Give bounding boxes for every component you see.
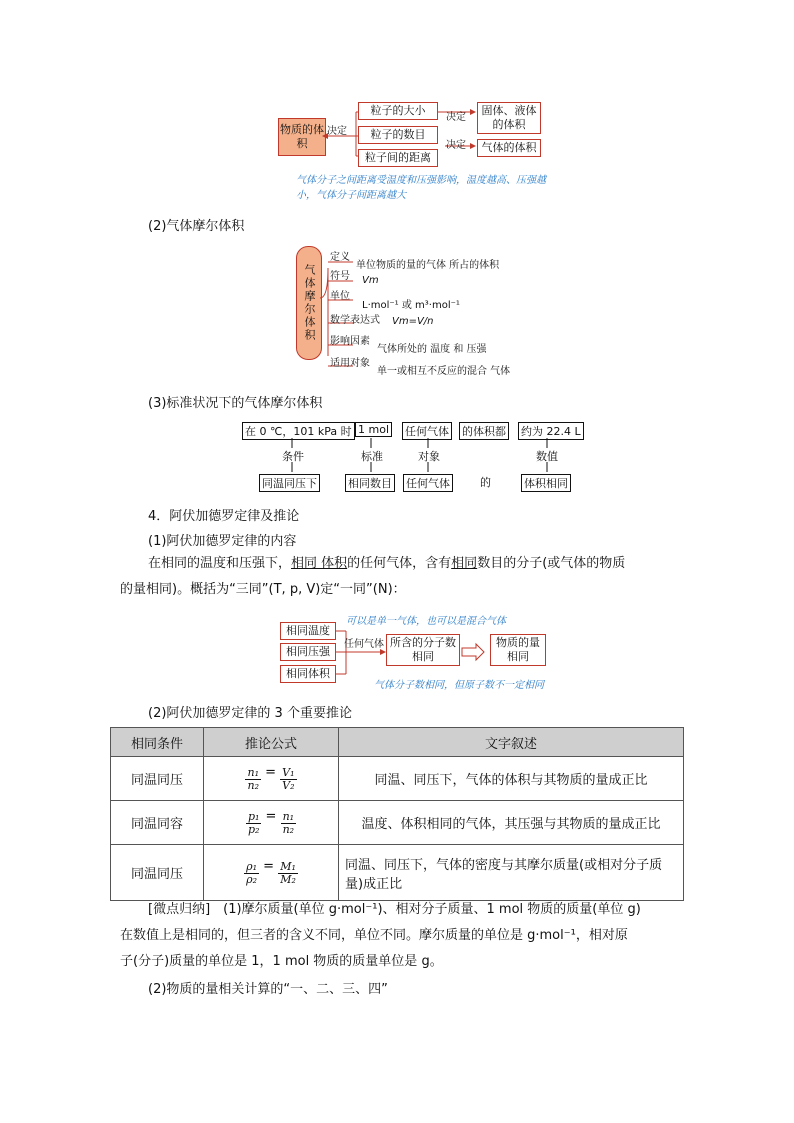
- section2-title: (2)气体摩尔体积: [148, 219, 245, 234]
- summary-line2: 在数值上是相同的，但三者的含义不同，单位不同。摩尔质量的单位是 g·mol⁻¹，相对原: [120, 928, 628, 943]
- summary-line3: 子(分子)质量的单位是 1，1 mol 物质的质量单位是 g。: [120, 954, 443, 969]
- diagram1-result-solid: 固体、液体的体积: [477, 102, 541, 134]
- row2-text: 同温、同压下，气体的密度与其摩尔质量(或相对分子质量)成正比: [339, 845, 684, 901]
- row1-f1n: p₁: [247, 810, 260, 823]
- row2-cond: 同温同压: [111, 845, 204, 901]
- d3-bot-2: 任何气体: [403, 474, 453, 492]
- para1-a: 在相同的温度和压强下，: [148, 556, 292, 571]
- diagram2-label-factor: 影响因素: [330, 336, 370, 347]
- d3-bot-3: 的: [480, 476, 491, 489]
- d3-top-2: 任何气体: [402, 422, 452, 440]
- row0-f2n: V₁: [282, 766, 295, 779]
- diagram2-content-factor: 气体所处的 温度 和 压强: [377, 344, 487, 355]
- row0-f1d: n₂: [247, 779, 259, 792]
- row1-f2n: n₁: [282, 810, 295, 823]
- diagram1-main: 物质的体积: [278, 118, 326, 156]
- d4-left-1: 相同压强: [280, 643, 336, 661]
- d3-mid-0: 条件: [282, 450, 304, 463]
- diagram1-result-gas: 气体的体积: [477, 139, 541, 157]
- diagram2-content-def: 单位物质的量的气体 所占的体积: [356, 260, 500, 271]
- diagram2-content-sym: Vm: [362, 275, 379, 286]
- d4-note-bottom: 气体分子数相同，但原子数不一定相同: [374, 680, 544, 691]
- diagram2-content-formula: Vm=V/n: [392, 316, 434, 327]
- diagram1-handwritten-note: 气体分子之间距离受温度和压强影响，温度越高、压强越小，气体分子间距离越大: [296, 175, 546, 201]
- diagram2-center: 气体摩尔体积: [296, 246, 322, 360]
- d4-left-2: 相同体积: [280, 665, 336, 683]
- diagram2-content-unit: L·mol⁻¹ 或 m³·mol⁻¹: [362, 300, 460, 311]
- d4-mid-label: 任何气体: [344, 639, 384, 650]
- diagram2-content-object: 单一或相互不反应的混合 气体: [377, 366, 511, 377]
- d3-top-0: 在 0 ℃，101 kPa 时: [242, 422, 355, 440]
- row0-f2d: V₂: [282, 779, 295, 792]
- row0-f1n: n₁: [247, 766, 259, 779]
- th-formula: 推论公式: [204, 728, 339, 757]
- para1-c: 的任何气体，含有: [347, 556, 452, 571]
- d3-mid-2: 对象: [418, 450, 440, 463]
- table-header: [111, 728, 684, 757]
- d3-top-4: 约为 22.4 L: [518, 422, 584, 440]
- d3-top-1: 1 mol: [355, 422, 392, 437]
- diagram2-label-def: 定义: [330, 252, 350, 263]
- row2-f2d: M₂: [280, 873, 296, 886]
- section4-title: 4．阿伏加德罗定律及推论: [148, 509, 300, 524]
- row0-cond: 同温同压: [111, 757, 204, 801]
- avogadro-paragraph: [148, 552, 688, 576]
- th-text: 文字叙述: [339, 728, 684, 757]
- inference-table: [110, 727, 684, 901]
- para1-f: 的量相同)。概括为“三同”(T, p, V)定“一同”(N)：: [120, 582, 406, 597]
- table-row: [111, 757, 684, 801]
- summary-line1: [微点归纳] (1)摩尔质量(单位 g·mol⁻¹)、相对分子质量、1 mol 物质的质量(单位 g): [148, 902, 641, 917]
- diagram2-label-object: 适用对象: [330, 358, 370, 369]
- d4-note-top: 可以是单一气体，也可以是混合气体: [346, 616, 506, 627]
- row1-f2d: n₂: [282, 823, 295, 836]
- row1-formula: $\frac{\text{p₁}}{\text{p₂}}$ = $\frac{\text{n₁}}{\text{n₂}}$: [204, 801, 339, 845]
- row2-f2n: M₁: [280, 860, 296, 873]
- d3-top-3: 的体积都: [459, 422, 509, 440]
- d4-right: 物质的量相同: [490, 634, 546, 666]
- row1-cond: 同温同容: [111, 801, 204, 845]
- diagram1-factor-distance: 粒子间的距离: [358, 149, 438, 167]
- table-row: [111, 845, 684, 901]
- d4-left-0: 相同温度: [280, 622, 336, 640]
- para1-d: 相同: [451, 556, 478, 571]
- diagram1-factor-size: 粒子的大小: [358, 102, 438, 120]
- row2-formula: $\frac{\text{ρ₁}}{\text{ρ₂}}$ = $\frac{\text{M₁}}{\text{M₂}}$: [204, 845, 339, 901]
- sub2-title: (2)阿伏加德罗定律的 3 个重要推论: [148, 706, 352, 721]
- diagram1-factor-count: 粒子的数目: [358, 126, 438, 144]
- d4-center: 所含的分子数相同: [386, 634, 460, 666]
- para1-e: 数目的分子(或气体的物质: [477, 556, 626, 571]
- diagram2-label-sym: 符号: [330, 271, 350, 282]
- d3-bot-0: 同温同压下: [259, 474, 320, 492]
- d3-bot-4: 体积相同: [521, 474, 571, 492]
- row2-f1d: ρ₂: [246, 873, 258, 886]
- d3-mid-1: 标准: [361, 450, 383, 463]
- section3-title: (3)标准状况下的气体摩尔体积: [148, 396, 323, 411]
- diagram2-label-formula: 数学表达式: [330, 315, 380, 326]
- diagram1-decide-left: 决定: [327, 126, 347, 137]
- d3-bot-1: 相同数目: [345, 474, 395, 492]
- para1-b: 相同 体积: [291, 556, 348, 571]
- table-row: [111, 801, 684, 845]
- diagram1-decide-1: 决定: [446, 112, 466, 123]
- summary-line4: (2)物质的量相关计算的“一、二、三、四”: [148, 982, 388, 997]
- th-cond: 相同条件: [111, 728, 204, 757]
- diagram2-label-unit: 单位: [330, 291, 350, 302]
- sub1-title: (1)阿伏加德罗定律的内容: [148, 534, 297, 549]
- row2-f1n: ρ₁: [246, 860, 258, 873]
- row1-text: 温度、体积相同的气体，其压强与其物质的量成正比: [339, 801, 684, 845]
- row1-f1d: p₂: [247, 823, 260, 836]
- d3-mid-3: 数值: [536, 450, 558, 463]
- row0-formula: $\frac{\text{n₁}}{\text{n₂}}$ = $\frac{\text{V₁}}{\text{V₂}}$: [204, 757, 339, 801]
- diagram1-decide-2: 决定: [446, 140, 466, 151]
- row0-text: 同温、同压下，气体的体积与其物质的量成正比: [339, 757, 684, 801]
